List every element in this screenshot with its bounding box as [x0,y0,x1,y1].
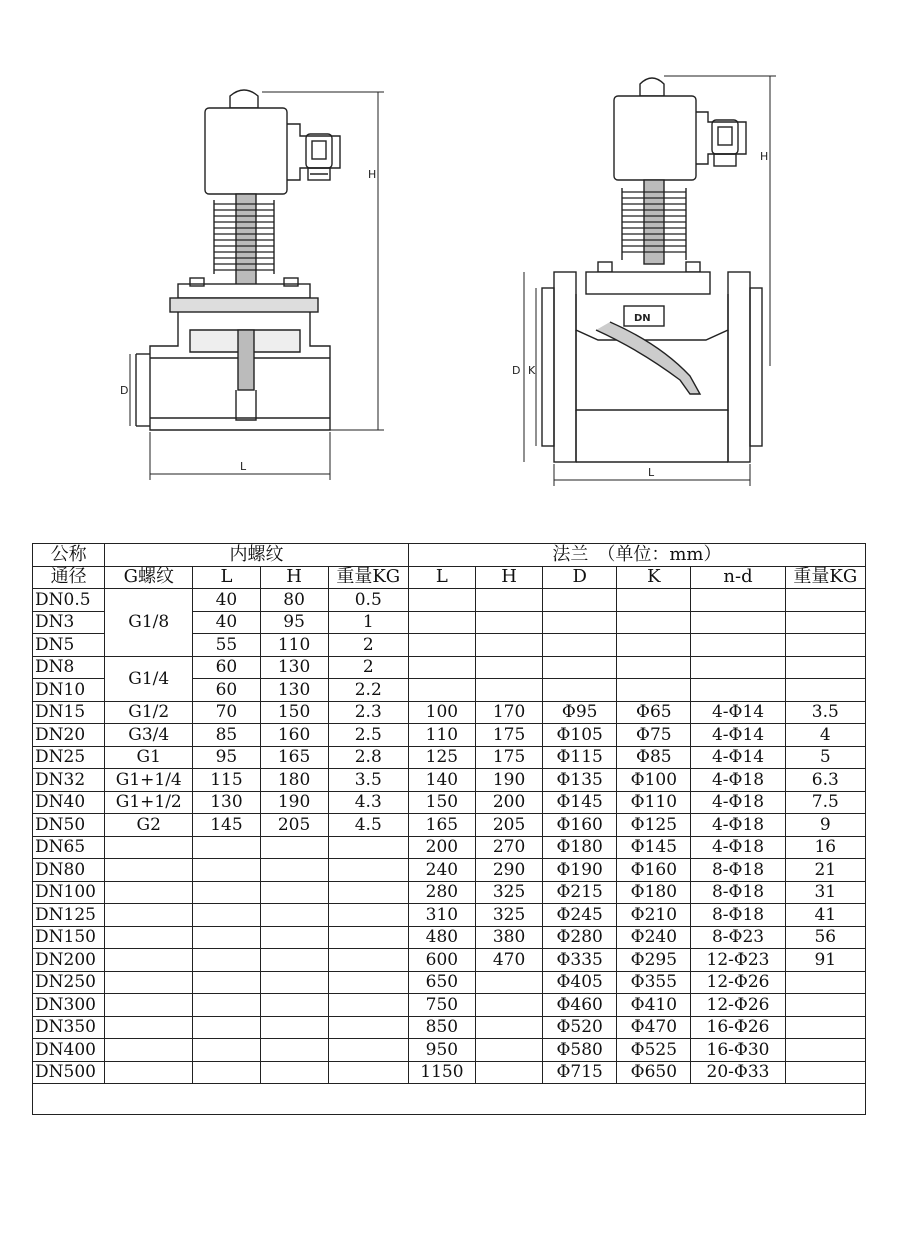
flange-nd-cell: 4-Φ18 [691,769,785,792]
table-footer-row [33,1084,866,1115]
dn-cell: DN150 [33,926,105,949]
threaded-weight-cell: 0.5 [328,589,408,612]
threaded-L-cell: 60 [193,679,260,702]
flange-weight-cell: 31 [785,881,865,904]
g-thread-cell [105,1061,193,1084]
flange-K-cell: Φ145 [617,836,691,859]
flange-K-cell [617,611,691,634]
table-row [33,904,866,927]
flange-weight-cell [785,589,865,612]
flange-L-cell: 950 [408,1039,475,1062]
g-thread-cell: G1+1/4 [105,769,193,792]
dn-cell: DN125 [33,904,105,927]
threaded-L-cell [193,926,260,949]
flange-H-cell: 470 [475,949,542,972]
flange-nd-cell: 4-Φ14 [691,746,785,769]
flange-K-cell: Φ65 [617,701,691,724]
flange-weight-cell [785,971,865,994]
dn-cell: DN10 [33,679,105,702]
flange-K-cell: Φ160 [617,859,691,882]
flange-H-cell [475,1016,542,1039]
flange-H-cell: 380 [475,926,542,949]
flange-nd-cell: 12-Φ26 [691,971,785,994]
dn-cell: DN25 [33,746,105,769]
flange-D-cell: Φ460 [543,994,617,1017]
threaded-L-cell: 40 [193,611,260,634]
flange-K-cell: Φ650 [617,1061,691,1084]
flange-L-cell: 1150 [408,1061,475,1084]
dn-cell: DN400 [33,1039,105,1062]
flange-L-cell [408,611,475,634]
threaded-H-cell: 80 [260,589,328,612]
header-flange-K: K [617,566,691,589]
flange-K-cell: Φ75 [617,724,691,747]
flange-K-cell: Φ470 [617,1016,691,1039]
flange-H-cell: 175 [475,724,542,747]
threaded-weight-cell [328,859,408,882]
header-flange-nd: n-d [691,566,785,589]
dn-cell: DN500 [33,1061,105,1084]
dn-cell: DN40 [33,791,105,814]
flange-H-cell [475,656,542,679]
flange-H-cell [475,1039,542,1062]
flange-weight-cell: 4 [785,724,865,747]
flange-weight-cell [785,1016,865,1039]
flange-K-cell: Φ525 [617,1039,691,1062]
flange-D-cell: Φ190 [543,859,617,882]
threaded-H-cell [260,859,328,882]
flange-weight-cell: 91 [785,949,865,972]
g-thread-cell: G1+1/2 [105,791,193,814]
table-footer-cell [33,1084,866,1115]
threaded-L-cell [193,904,260,927]
flanged-valve-drawing [542,78,762,462]
flange-L-cell: 310 [408,904,475,927]
threaded-weight-cell [328,881,408,904]
flange-L-cell: 140 [408,769,475,792]
flange-L-cell: 100 [408,701,475,724]
flange-nd-cell: 20-Φ33 [691,1061,785,1084]
flange-L-cell: 650 [408,971,475,994]
flange-H-cell [475,994,542,1017]
flange-L-cell: 110 [408,724,475,747]
dn-cell: DN5 [33,634,105,657]
flange-L-cell: 240 [408,859,475,882]
flange-D-cell: Φ520 [543,1016,617,1039]
table-row [33,926,866,949]
threaded-L-cell [193,881,260,904]
flange-nd-cell: 8-Φ23 [691,926,785,949]
g-thread-cell: G1/8 [105,589,193,657]
threaded-L-cell: 115 [193,769,260,792]
threaded-H-cell: 95 [260,611,328,634]
flanged-dim-K: K [528,364,536,377]
flange-nd-cell: 8-Φ18 [691,859,785,882]
flange-weight-cell: 7.5 [785,791,865,814]
threaded-L-cell: 60 [193,656,260,679]
threaded-L-cell [193,994,260,1017]
threaded-weight-cell [328,994,408,1017]
threaded-H-cell: 160 [260,724,328,747]
threaded-H-cell: 130 [260,679,328,702]
threaded-H-cell [260,1039,328,1062]
threaded-H-cell [260,1016,328,1039]
flange-L-cell: 150 [408,791,475,814]
flange-nd-cell: 12-Φ23 [691,949,785,972]
flange-weight-cell: 9 [785,814,865,837]
header-flange-group: 法兰 （单位：mm） [408,544,865,567]
flange-D-cell: Φ105 [543,724,617,747]
flange-D-cell [543,589,617,612]
dn-cell: DN50 [33,814,105,837]
threaded-L-cell [193,836,260,859]
flange-nd-cell [691,656,785,679]
g-thread-cell [105,994,193,1017]
flange-K-cell: Φ355 [617,971,691,994]
g-thread-cell: G3/4 [105,724,193,747]
flange-K-cell: Φ240 [617,926,691,949]
flange-weight-cell: 3.5 [785,701,865,724]
threaded-L-cell [193,949,260,972]
table-row [33,746,866,769]
threaded-weight-cell: 2 [328,656,408,679]
threaded-dim-D: D [120,384,129,397]
threaded-weight-cell [328,926,408,949]
flange-nd-cell [691,589,785,612]
header-nominal-2: 通径 [33,566,105,589]
threaded-H-cell [260,1061,328,1084]
g-thread-cell [105,971,193,994]
flange-D-cell: Φ715 [543,1061,617,1084]
threaded-H-cell: 180 [260,769,328,792]
threaded-weight-cell: 4.5 [328,814,408,837]
header-threaded-weight: 重量KG [328,566,408,589]
flange-D-cell: Φ115 [543,746,617,769]
dn-cell: DN8 [33,656,105,679]
g-thread-cell: G1/4 [105,656,193,701]
threaded-L-cell [193,971,260,994]
flange-D-cell: Φ580 [543,1039,617,1062]
threaded-L-cell: 40 [193,589,260,612]
flange-H-cell [475,634,542,657]
header-threaded-H: H [260,566,328,589]
threaded-L-cell: 145 [193,814,260,837]
flange-H-cell [475,611,542,634]
flange-K-cell: Φ180 [617,881,691,904]
dn-cell: DN20 [33,724,105,747]
table-row [33,791,866,814]
flange-K-cell [617,589,691,612]
header-flange-weight: 重量KG [785,566,865,589]
table-row [33,859,866,882]
threaded-valve-drawing [136,90,340,430]
flange-D-cell [543,611,617,634]
flange-L-cell [408,589,475,612]
flange-nd-cell: 4-Φ18 [691,791,785,814]
flanged-dim-H: H [760,150,769,163]
g-thread-cell: G1/2 [105,701,193,724]
dn-cell: DN200 [33,949,105,972]
g-thread-cell: G2 [105,814,193,837]
table-row [33,724,866,747]
header-g-thread: G螺纹 [105,566,193,589]
flange-nd-cell: 4-Φ18 [691,814,785,837]
dn-cell: DN0.5 [33,589,105,612]
g-thread-cell [105,904,193,927]
threaded-weight-cell: 2.2 [328,679,408,702]
g-thread-cell [105,1039,193,1062]
table-row [33,949,866,972]
dn-cell: DN300 [33,994,105,1017]
threaded-H-cell: 165 [260,746,328,769]
threaded-H-cell [260,926,328,949]
flanged-dim-D: D [512,364,521,377]
table-row [33,1061,866,1084]
flange-L-cell [408,656,475,679]
flange-L-cell: 480 [408,926,475,949]
flange-weight-cell: 6.3 [785,769,865,792]
threaded-H-cell [260,949,328,972]
threaded-L-cell: 95 [193,746,260,769]
flange-weight-cell: 21 [785,859,865,882]
table-row [33,589,866,612]
dn-cell: DN80 [33,859,105,882]
g-thread-cell: G1 [105,746,193,769]
threaded-weight-cell [328,836,408,859]
flange-L-cell: 125 [408,746,475,769]
table-row [33,769,866,792]
threaded-H-cell: 130 [260,656,328,679]
flange-weight-cell: 16 [785,836,865,859]
flange-D-cell: Φ405 [543,971,617,994]
flange-nd-cell: 12-Φ26 [691,994,785,1017]
table-row [33,836,866,859]
table-row [33,701,866,724]
threaded-dim-L: L [240,460,247,473]
flange-K-cell: Φ100 [617,769,691,792]
flange-weight-cell [785,656,865,679]
flange-D-cell [543,634,617,657]
flange-H-cell: 325 [475,881,542,904]
table-row [33,994,866,1017]
flange-H-cell: 200 [475,791,542,814]
threaded-dim-H: H [368,168,377,181]
flange-nd-cell [691,679,785,702]
g-thread-cell [105,859,193,882]
dn-cell: DN32 [33,769,105,792]
header-nominal-1: 公称 [33,544,105,567]
flange-D-cell: Φ335 [543,949,617,972]
flange-H-cell [475,1061,542,1084]
flange-weight-cell: 41 [785,904,865,927]
threaded-weight-cell [328,1061,408,1084]
threaded-weight-cell: 4.3 [328,791,408,814]
g-thread-cell [105,949,193,972]
threaded-weight-cell: 2.8 [328,746,408,769]
flange-D-cell: Φ245 [543,904,617,927]
flange-K-cell: Φ210 [617,904,691,927]
g-thread-cell [105,836,193,859]
flange-nd-cell [691,634,785,657]
header-threaded-group: 内螺纹 [105,544,409,567]
flange-D-cell: Φ280 [543,926,617,949]
g-thread-cell [105,926,193,949]
dn-cell: DN65 [33,836,105,859]
table-row [33,881,866,904]
header-flange-D: D [543,566,617,589]
flange-H-cell [475,679,542,702]
flange-H-cell: 170 [475,701,542,724]
table-row [33,971,866,994]
threaded-H-cell [260,971,328,994]
flange-K-cell: Φ125 [617,814,691,837]
flange-K-cell: Φ85 [617,746,691,769]
flange-H-cell: 205 [475,814,542,837]
flange-nd-cell: 4-Φ14 [691,701,785,724]
flange-D-cell: Φ135 [543,769,617,792]
flange-weight-cell: 56 [785,926,865,949]
threaded-weight-cell: 2.3 [328,701,408,724]
flange-H-cell: 175 [475,746,542,769]
flange-D-cell: Φ180 [543,836,617,859]
header-flange-H: H [475,566,542,589]
flange-D-cell [543,679,617,702]
threaded-L-cell [193,859,260,882]
threaded-weight-cell: 1 [328,611,408,634]
flange-H-cell: 325 [475,904,542,927]
flange-L-cell: 750 [408,994,475,1017]
threaded-weight-cell [328,1016,408,1039]
threaded-L-cell [193,1061,260,1084]
g-thread-cell [105,881,193,904]
flange-L-cell: 850 [408,1016,475,1039]
table-row [33,814,866,837]
flange-weight-cell: 5 [785,746,865,769]
threaded-L-cell [193,1016,260,1039]
table-row [33,1039,866,1062]
g-thread-cell [105,1016,193,1039]
flange-nd-cell [691,611,785,634]
dn-cell: DN350 [33,1016,105,1039]
threaded-H-cell [260,994,328,1017]
threaded-L-cell: 130 [193,791,260,814]
flanged-dim-L: L [648,466,655,479]
flange-weight-cell [785,634,865,657]
flange-nd-cell: 4-Φ14 [691,724,785,747]
threaded-H-cell: 150 [260,701,328,724]
flange-H-cell [475,589,542,612]
threaded-weight-cell [328,1039,408,1062]
flange-weight-cell [785,679,865,702]
threaded-L-cell: 85 [193,724,260,747]
flange-H-cell: 290 [475,859,542,882]
flange-L-cell [408,679,475,702]
flange-L-cell [408,634,475,657]
table-row [33,656,866,679]
spec-table-body [33,589,866,1115]
flow-direction-marker: DN [634,313,651,324]
flange-D-cell [543,656,617,679]
flange-K-cell: Φ410 [617,994,691,1017]
flange-K-cell: Φ295 [617,949,691,972]
flange-K-cell [617,656,691,679]
dn-cell: DN15 [33,701,105,724]
flange-L-cell: 165 [408,814,475,837]
flange-K-cell: Φ110 [617,791,691,814]
flange-D-cell: Φ160 [543,814,617,837]
dn-cell: DN250 [33,971,105,994]
table-row [33,1016,866,1039]
flange-nd-cell: 16-Φ30 [691,1039,785,1062]
dn-cell: DN3 [33,611,105,634]
header-threaded-L: L [193,566,260,589]
flange-nd-cell: 4-Φ18 [691,836,785,859]
threaded-weight-cell [328,949,408,972]
flange-weight-cell [785,1061,865,1084]
header-flange-L: L [408,566,475,589]
valve-drawings [0,0,908,520]
flange-K-cell [617,679,691,702]
flange-L-cell: 200 [408,836,475,859]
threaded-H-cell [260,904,328,927]
threaded-H-cell: 110 [260,634,328,657]
threaded-weight-cell [328,904,408,927]
flange-weight-cell [785,1039,865,1062]
threaded-L-cell: 55 [193,634,260,657]
threaded-weight-cell: 2 [328,634,408,657]
threaded-L-cell: 70 [193,701,260,724]
flange-weight-cell [785,611,865,634]
flange-weight-cell [785,994,865,1017]
spec-table [32,543,866,1115]
dn-cell: DN100 [33,881,105,904]
flange-D-cell: Φ95 [543,701,617,724]
flange-H-cell: 190 [475,769,542,792]
flange-H-cell: 270 [475,836,542,859]
threaded-H-cell [260,881,328,904]
threaded-H-cell: 205 [260,814,328,837]
flange-L-cell: 280 [408,881,475,904]
flange-D-cell: Φ215 [543,881,617,904]
flange-L-cell: 600 [408,949,475,972]
threaded-weight-cell: 2.5 [328,724,408,747]
flange-nd-cell: 8-Φ18 [691,881,785,904]
threaded-H-cell: 190 [260,791,328,814]
flange-D-cell: Φ145 [543,791,617,814]
threaded-H-cell [260,836,328,859]
flange-H-cell [475,971,542,994]
threaded-weight-cell [328,971,408,994]
flange-nd-cell: 8-Φ18 [691,904,785,927]
flange-K-cell [617,634,691,657]
threaded-weight-cell: 3.5 [328,769,408,792]
flange-nd-cell: 16-Φ26 [691,1016,785,1039]
threaded-L-cell [193,1039,260,1062]
